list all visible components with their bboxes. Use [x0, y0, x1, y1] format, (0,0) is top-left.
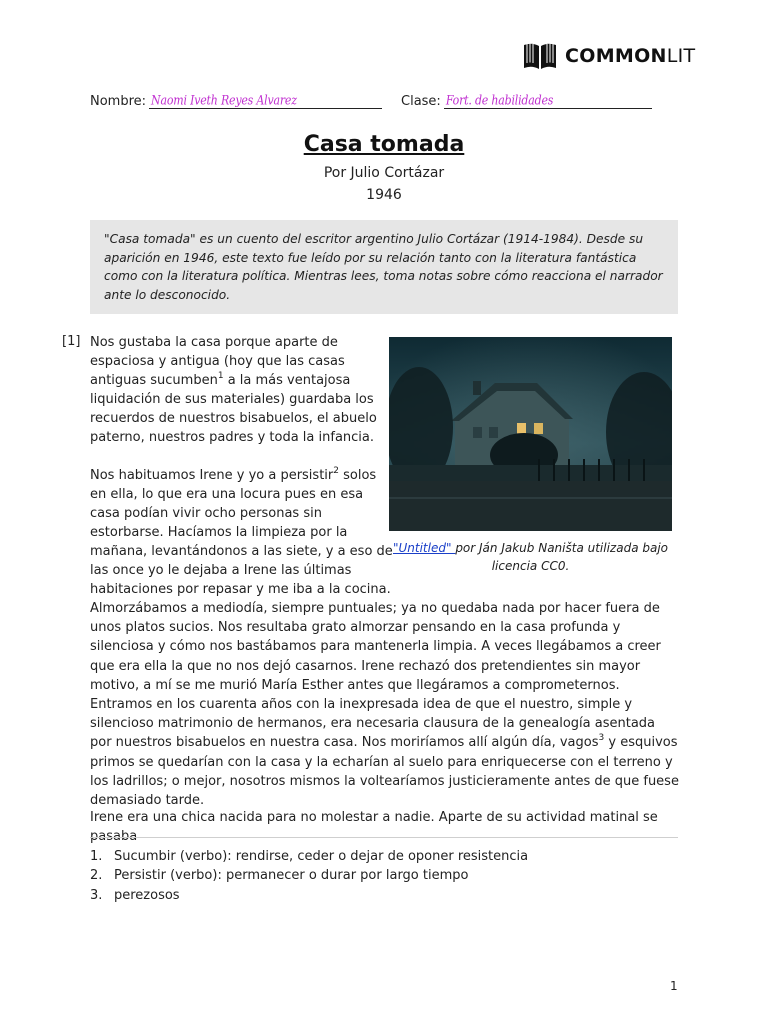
text-line: recuerdos de nuestros bisabuelos, el abuelo	[90, 411, 377, 426]
paragraph-3: Irene era una chica nacida para no molestar a nadie. Aparte de su actividad matinal se pasaba	[90, 810, 658, 845]
house-photo	[389, 337, 672, 531]
text-line: casa podían vivir ocho personas sin	[90, 506, 322, 521]
text-line: Nos gustaba la casa porque aparte de	[90, 335, 338, 350]
name-field-row	[90, 89, 382, 109]
text-line: mañana, levantándonos a las siete, y a eso de	[90, 544, 393, 559]
class-label: Clase:	[401, 94, 441, 109]
footnote-ref-3[interactable]: 3	[598, 733, 605, 744]
footnote-ref-2[interactable]: 2	[333, 466, 339, 476]
story-year: 1946	[366, 187, 402, 203]
footnote-divider	[90, 837, 678, 838]
page-number: 1	[670, 979, 678, 993]
story-author: Por Julio Cortázar	[323, 165, 445, 181]
text-line: habitaciones por repasar y me iba a la cocina.	[90, 582, 391, 597]
text-line: las once yo le dejaba a Irene las últimas	[90, 563, 352, 578]
text-line: Nos habituamos Irene y yo a persistir$^2$ solos	[90, 466, 377, 483]
text-line: paterno, nuestros padres y toda la infancia.	[90, 430, 375, 445]
commonlit-logo	[522, 41, 695, 71]
footnote-item: 3. perezosos	[90, 887, 180, 903]
text-line: espaciosa y antigua (hoy que las casas	[90, 354, 345, 369]
footnote-item: 1. Sucumbir (verbo): rendirse, ceder o dejar de oponer resistencia	[90, 849, 529, 864]
text-line: antiguas sucumben$^1$ a la más ventajosa	[90, 371, 351, 388]
footnote-ref-1[interactable]: 1	[217, 371, 224, 381]
class-value: Fort. de habilidades	[445, 93, 554, 108]
paragraph-number: [1]	[62, 334, 81, 349]
story-title: Casa tomada	[303, 132, 465, 157]
open-book-icon	[522, 41, 558, 71]
intro-box: "Casa tomada" es un cuento del escritor argentino Julio Cortázar (1914-1984). Desde su aparición en 1946, este texto fue leído por su relación tanto con la literatura fantástica como con la literatura política. Mientras lees, toma notas sobre cómo reacciona el narrador ante lo desconocido.	[90, 220, 678, 314]
image-source-link[interactable]: "Untitled"	[392, 541, 456, 555]
text-line: estorbarse. Hacíamos la limpieza por la	[90, 525, 348, 540]
text-line: liquidación de sus materiales) guardaba los	[90, 392, 374, 407]
text-line: en ella, lo que era una locura pues en esa	[90, 487, 364, 502]
name-label: Nombre:	[90, 94, 147, 109]
logo-text: COMMONLIT	[565, 45, 696, 67]
footnotes-list	[90, 847, 528, 905]
class-field-row	[401, 89, 652, 109]
image-caption: "Untitled" por Ján Jakub Naništa utilizada bajo licencia CC0.	[392, 541, 669, 573]
name-value: Naomi Iveth Reyes Alvarez	[151, 93, 297, 108]
foggy-house-image	[389, 337, 672, 531]
class-field[interactable]	[444, 90, 652, 109]
footnote-item: 2. Persistir (verbo): permanecer o durar por largo tiempo	[90, 868, 469, 884]
name-field[interactable]	[149, 90, 382, 109]
paragraph-2-continued: Almorzábamos a mediodía, siempre puntuales; ya no quedaba nada por hacer fuera de unos platos sucios. Nos resultaba grato almorzar pensando en la casa profunda y silenciosa y cómo nos bastábamos para mantenerla limpia. A veces llegábamos a creer que era ella la que no nos dejó casarnos. Irene rechazó dos pretendientes sin mayor motivo, a mí se me murió María Esther antes que llegáramos a comprometernos. Entramos en los cuarenta años con la inexpresada idea de que el nuestro, simple y silencioso matrimonio de hermanos, era necesaria clausura de la genealogía asentada por nuestros bisabuelos en nuestra casa. Nos moriríamos allí algún día, vagos$^3$ y esquivos primos se quedarían con la casa y la echarían al suelo para enriquecerse con el terreno y los ladrillos; o mejor, nosotros mismos la voltearíamos justicieramente antes de que fuese demasiado tarde.	[90, 601, 679, 809]
